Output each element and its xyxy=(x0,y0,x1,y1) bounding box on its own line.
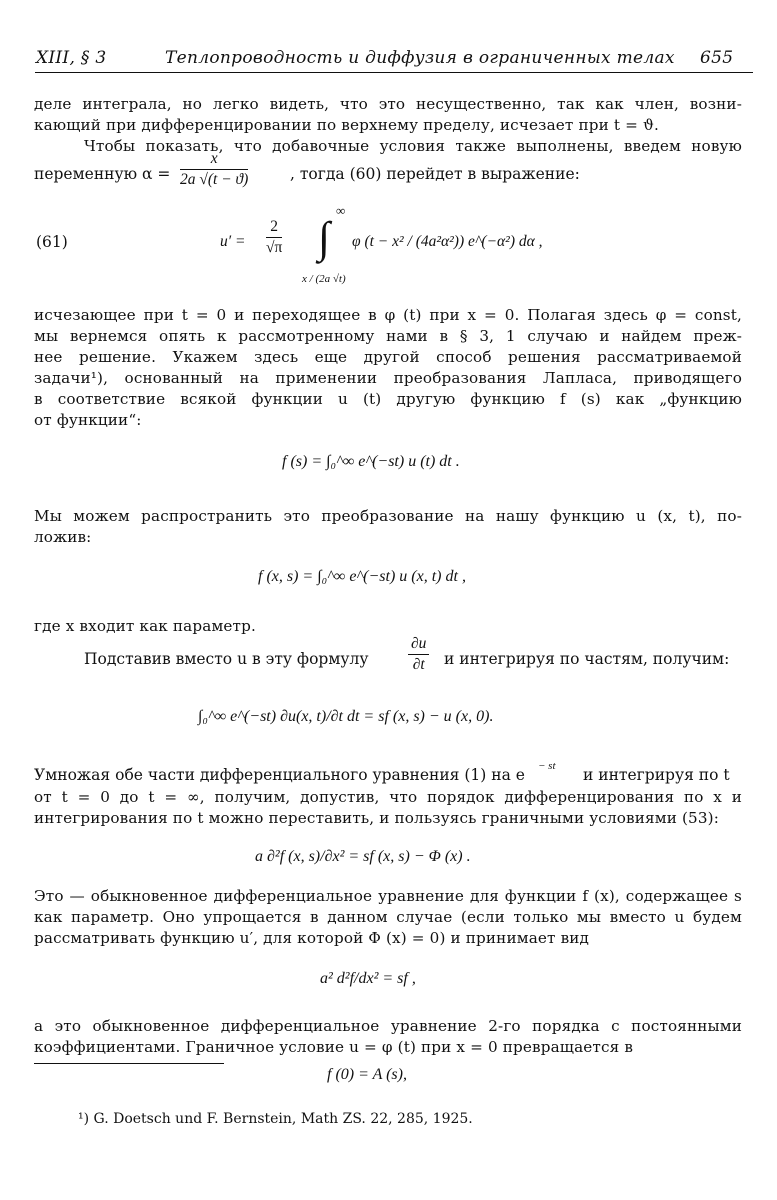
paragraph-3-line-1: исчезающее при t = 0 и переходящее в φ (t) при x = 0. Полагая здесь φ = const, xyxy=(34,306,742,324)
footnote-rule xyxy=(34,1063,224,1064)
paragraph-3-line-4: задачи¹), основанный на применении преобразования Лапласа, приводящего xyxy=(34,369,742,387)
paragraph-3-line-2: мы вернемся опять к рассмотренному нами в § 3, 1 случаю и найдем преж- xyxy=(34,327,742,345)
paragraph-7-line-3: интегрирования по t можно переставить, и пользуясь граничными условиями (53): xyxy=(34,809,720,827)
paragraph-6-start: Подставив вместо u в эту формулу xyxy=(84,650,369,668)
paragraph-6-end: и интегрируя по частям, получим: xyxy=(444,650,730,668)
paragraph-9-line-2: коэффициентами. Граничное условие u = φ (t) при x = 0 превращается в xyxy=(34,1038,634,1056)
alpha-denominator: 2a √(t − ϑ) xyxy=(180,171,249,188)
header-title: Теплопроводность и диффузия в ограниченных телах xyxy=(165,48,675,68)
paragraph-7-line-1-end: и интегрируя по t xyxy=(583,766,730,784)
paragraph-8-line-3: рассматривать функцию u′, для которой Φ (x) = 0) и принимает вид xyxy=(34,929,590,947)
paragraph-2-line-2-end: , тогда (60) перейдет в выражение: xyxy=(290,165,580,183)
paragraph-8-line-1: Это — обыкновенное дифференциальное уравнение для функции f (x), содержащее s xyxy=(34,887,742,905)
paragraph-7-line-2: от t = 0 до t = ∞, получим, допустив, что порядок дифференцирования по x и xyxy=(34,788,742,806)
paragraph-4-line-1: Мы можем распространить это преобразование на нашу функцию u (x, t), по- xyxy=(34,507,742,525)
paragraph-3-line-5: в соответствие всякой функции u (t) другую функцию f (s) как „функцию xyxy=(34,390,742,408)
equation-laplace-1: f (s) = ∫₀^∞ e^(−st) u (t) dt . xyxy=(282,453,460,470)
footnote xyxy=(78,1111,473,1127)
paragraph-1-line-2: кающий при дифференцировании по верхнему пределу, исчезает при t = ϑ. xyxy=(34,116,659,134)
paragraph-7-line-1-start: Умножая обе части дифференциального уравнения (1) на e xyxy=(34,766,525,784)
paragraph-4-line-2: ложив: xyxy=(34,528,92,546)
equation-61-label: (61) xyxy=(36,233,68,251)
exponent-st: − st xyxy=(538,760,556,772)
equation-61-upper-limit: ∞ xyxy=(336,203,346,218)
equation-by-parts: ∫₀^∞ e^(−st) ∂u(x, t)/∂t dt = sf (x, s) − u (x, 0). xyxy=(198,708,494,725)
paragraph-2-line-1: Чтобы показать, что добавочные условия также выполнены, введем новую xyxy=(84,137,742,155)
equation-laplace-2: f (x, s) = ∫₀^∞ e^(−st) u (x, t) dt , xyxy=(258,568,466,585)
equation-61-lhs: u′ = xyxy=(220,233,246,250)
paragraph-3-line-6: от функции“: xyxy=(34,411,142,429)
header-page-number: 655 xyxy=(700,48,734,68)
equation-61-coefficient: $\frac{2}{√\pi}$ xyxy=(266,218,283,256)
alpha-numerator: x xyxy=(180,150,248,170)
equation-boundary-condition: f (0) = A (s), xyxy=(327,1066,407,1083)
paragraph-3-line-3: нее решение. Укажем здесь еще другой способ решения рассматриваемой xyxy=(34,348,742,366)
header-rule xyxy=(35,72,753,73)
equation-61-integrand: φ (t − x² / (4a²α²)) e^(−α²) dα , xyxy=(352,233,543,250)
equation-61-lower-limit: x / (2a √t) xyxy=(302,273,346,285)
footnote-text: G. Doetsch und F. Bernstein, Math ZS. 22, 285, 1925. xyxy=(93,1111,473,1127)
paragraph-8-line-2: как параметр. Оно упрощается в данном случае (если только мы вместо u будем xyxy=(34,908,742,926)
alpha-fraction xyxy=(180,150,248,189)
paragraph-5: где x входит как параметр. xyxy=(34,617,256,635)
paragraph-9-line-1: а это обыкновенное дифференциальное уравнение 2-го порядка с постоянными xyxy=(34,1017,742,1035)
paragraph-2-line-2-start: переменную α = xyxy=(34,165,171,183)
du-dt-fraction: $\frac{\partial u}{\partial t}$ xyxy=(408,635,429,674)
equation-ode: a² d²f/dx² = sf , xyxy=(320,970,416,987)
footnote-mark: ¹) xyxy=(78,1111,90,1127)
header-section: XIII, § 3 xyxy=(36,48,107,68)
equation-pde: a ∂²f (x, s)/∂x² = sf (x, s) − Φ (x) . xyxy=(255,848,471,865)
paragraph-1-line-1: деле интеграла, но легко видеть, что это несущественно, так как член, возни- xyxy=(34,95,742,113)
equation-61-integral-sign: ∫ xyxy=(318,213,331,262)
